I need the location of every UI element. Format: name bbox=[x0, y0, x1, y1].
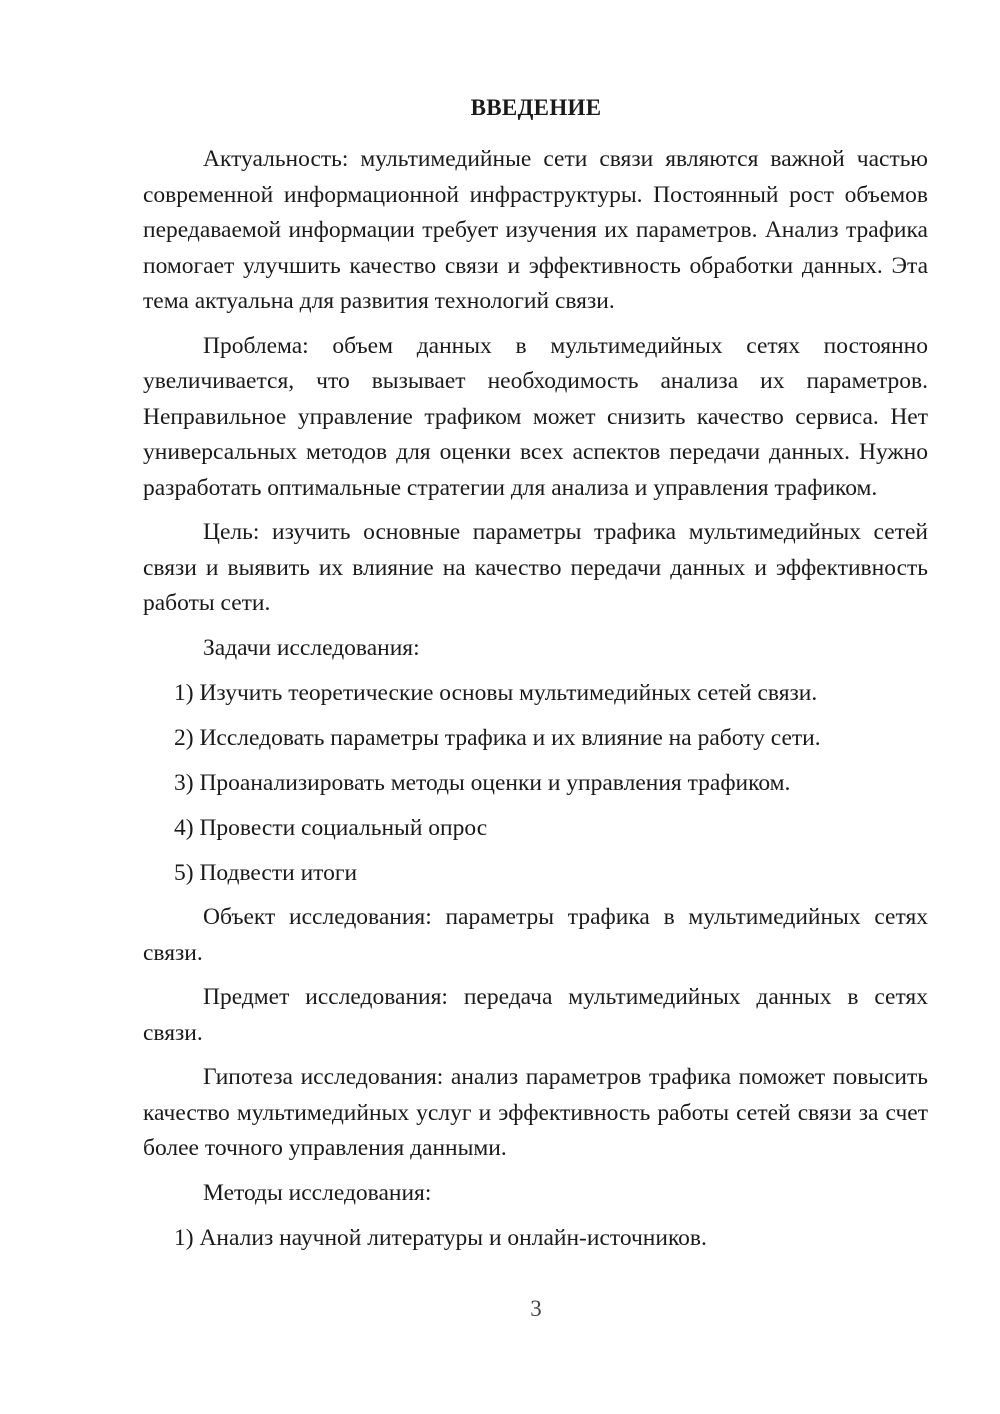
task-item: 1) Изучить теоретические основы мультимедийных сетей связи. bbox=[174, 679, 818, 706]
problem-paragraph: Проблема: объем данных в мультимедийных сетях постоянно увеличивается, что вызывает необходимость анализа их параметров. Неправильное управление трафиком может снизить качество сервиса. Нет универсальных методов для оценки всех аспектов передачи данных. Нужно разработать оптимальные стратегии для анализа и управления трафиком. bbox=[143, 332, 928, 501]
page-title: ВВЕДЕНИЕ bbox=[470, 95, 602, 120]
task-item: 3) Проанализировать методы оценки и управления трафиком. bbox=[174, 769, 791, 796]
object-paragraph: Объект исследования: параметры трафика в мультимедийных сетях связи. bbox=[143, 904, 928, 966]
methods-heading: Методы исследования: bbox=[203, 1179, 432, 1206]
method-item: 1) Анализ научной литературы и онлайн-источников. bbox=[174, 1224, 707, 1251]
page-number: 3 bbox=[530, 1296, 542, 1321]
hypothesis-paragraph: Гипотеза исследования: анализ параметров трафика поможет повысить качество мультимедийных услуг и эффективность работы сетей связи за счет более точного управления данными. bbox=[143, 1064, 928, 1161]
task-item: 5) Подвести итоги bbox=[174, 859, 358, 886]
goal-paragraph: Цель: изучить основные параметры трафика мультимедийных сетей связи и выявить их влияние на качество передачи данных и эффективность работы сети. bbox=[143, 519, 928, 616]
task-item: 4) Провести социальный опрос bbox=[174, 814, 488, 841]
document-body bbox=[143, 142, 928, 1256]
tasks-heading: Задачи исследования: bbox=[203, 634, 420, 661]
relevance-paragraph: Актуальность: мультимедийные сети связи являются важной частью современной информационной инфраструктуры. Постоянный рост объемов передаваемой информации требует изучения их параметров. Анализ трафика помогает улучшить качество связи и эффективность обработки данных. Эта тема актуальна для развития технологий связи. bbox=[143, 146, 928, 314]
subject-paragraph: Предмет исследования: передача мультимедийных данных в сетях связи. bbox=[143, 984, 928, 1046]
task-item: 2) Исследовать параметры трафика и их влияние на работу сети. bbox=[174, 724, 821, 751]
